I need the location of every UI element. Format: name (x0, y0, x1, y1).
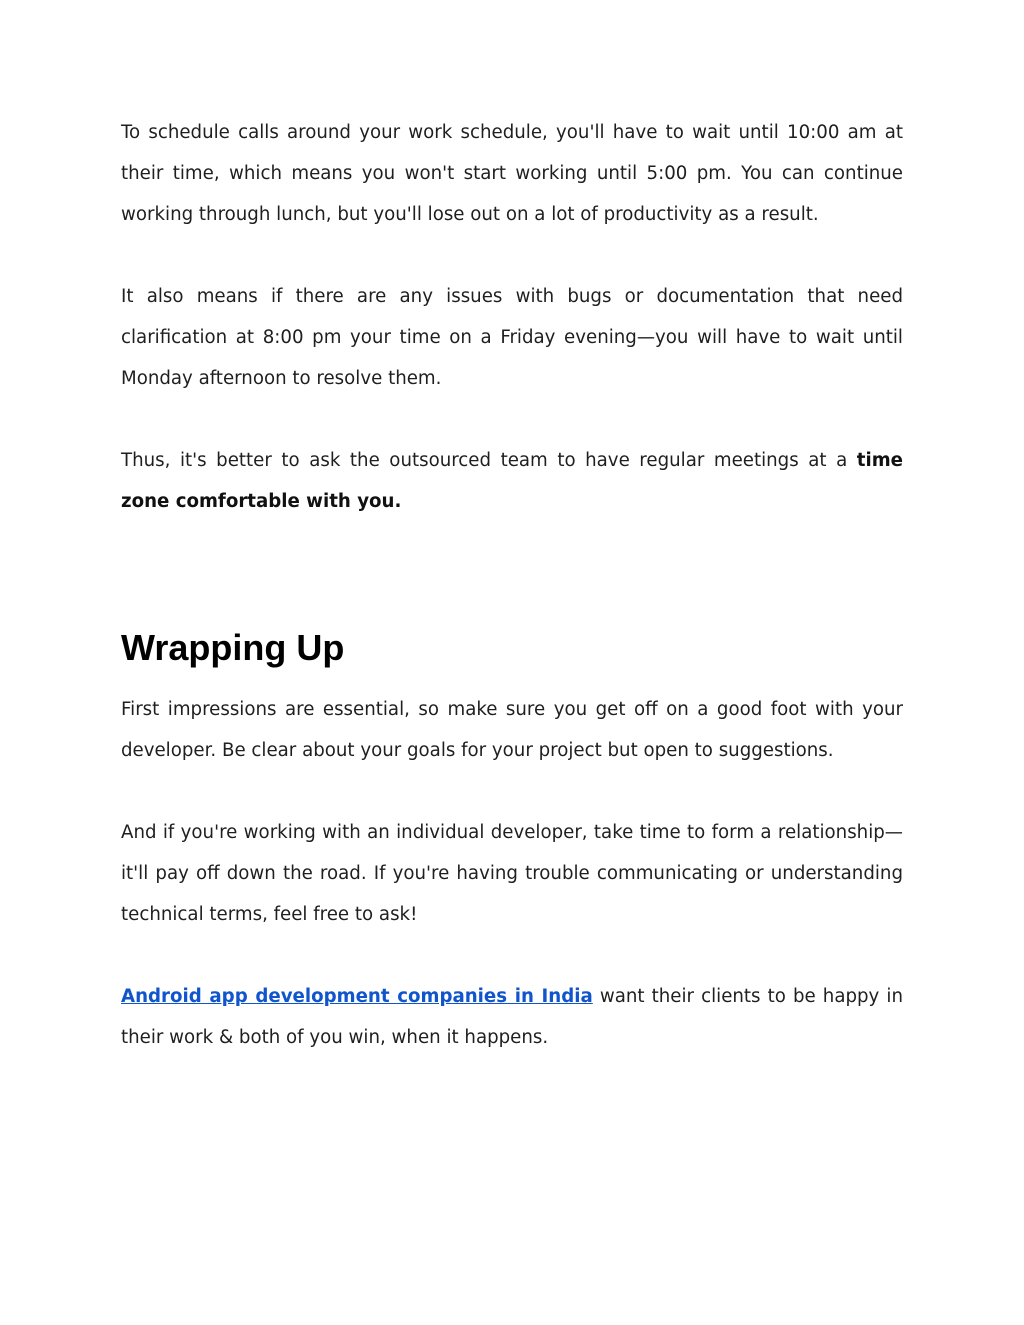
document-page (121, 112, 903, 1058)
paragraph-first-impressions: First impressions are essential, so make sure you get off on a good foot with your developer. Be clear about your goals for your project but open to suggestions. (121, 699, 903, 761)
paragraph-closing (121, 976, 903, 1058)
time-zone-bold-text: time zone comfortable with you. (121, 450, 903, 512)
time-zone-text: Thus, it's better to ask the outsourced team to have regular meetings at a (121, 450, 857, 471)
paragraph-time-zone (121, 440, 903, 522)
paragraph-gap (121, 935, 903, 976)
section-heading-wrapping-up: Wrapping Up (121, 627, 345, 668)
android-companies-link[interactable]: Android app development companies in India (121, 986, 593, 1007)
closing-text: want their clients to be happy in their work & both of you win, when it happens. (121, 986, 903, 1048)
heading-spacer (121, 522, 903, 626)
paragraph-issues-bugs: It also means if there are any issues with bugs or documentation that need clarification at 8:00 pm your time on a Friday evening—you will have to wait until Monday afternoon to resolve them. (121, 286, 903, 389)
paragraph-gap (121, 771, 903, 812)
paragraph-gap (121, 399, 903, 440)
paragraph-schedule-calls: To schedule calls around your work schedule, you'll have to wait until 10:00 am at their time, which means you won't start working until 5:00 pm. You can continue working through lunch, but you'll lose out on a lot of productivity as a result. (121, 122, 903, 225)
paragraph-gap (121, 235, 903, 276)
paragraph-individual-developer: And if you're working with an individual developer, take time to form a relationship—it'll pay off down the road. If you're having trouble communicating or understanding technical terms, feel free to ask! (121, 822, 903, 925)
heading-spacer (121, 670, 903, 689)
